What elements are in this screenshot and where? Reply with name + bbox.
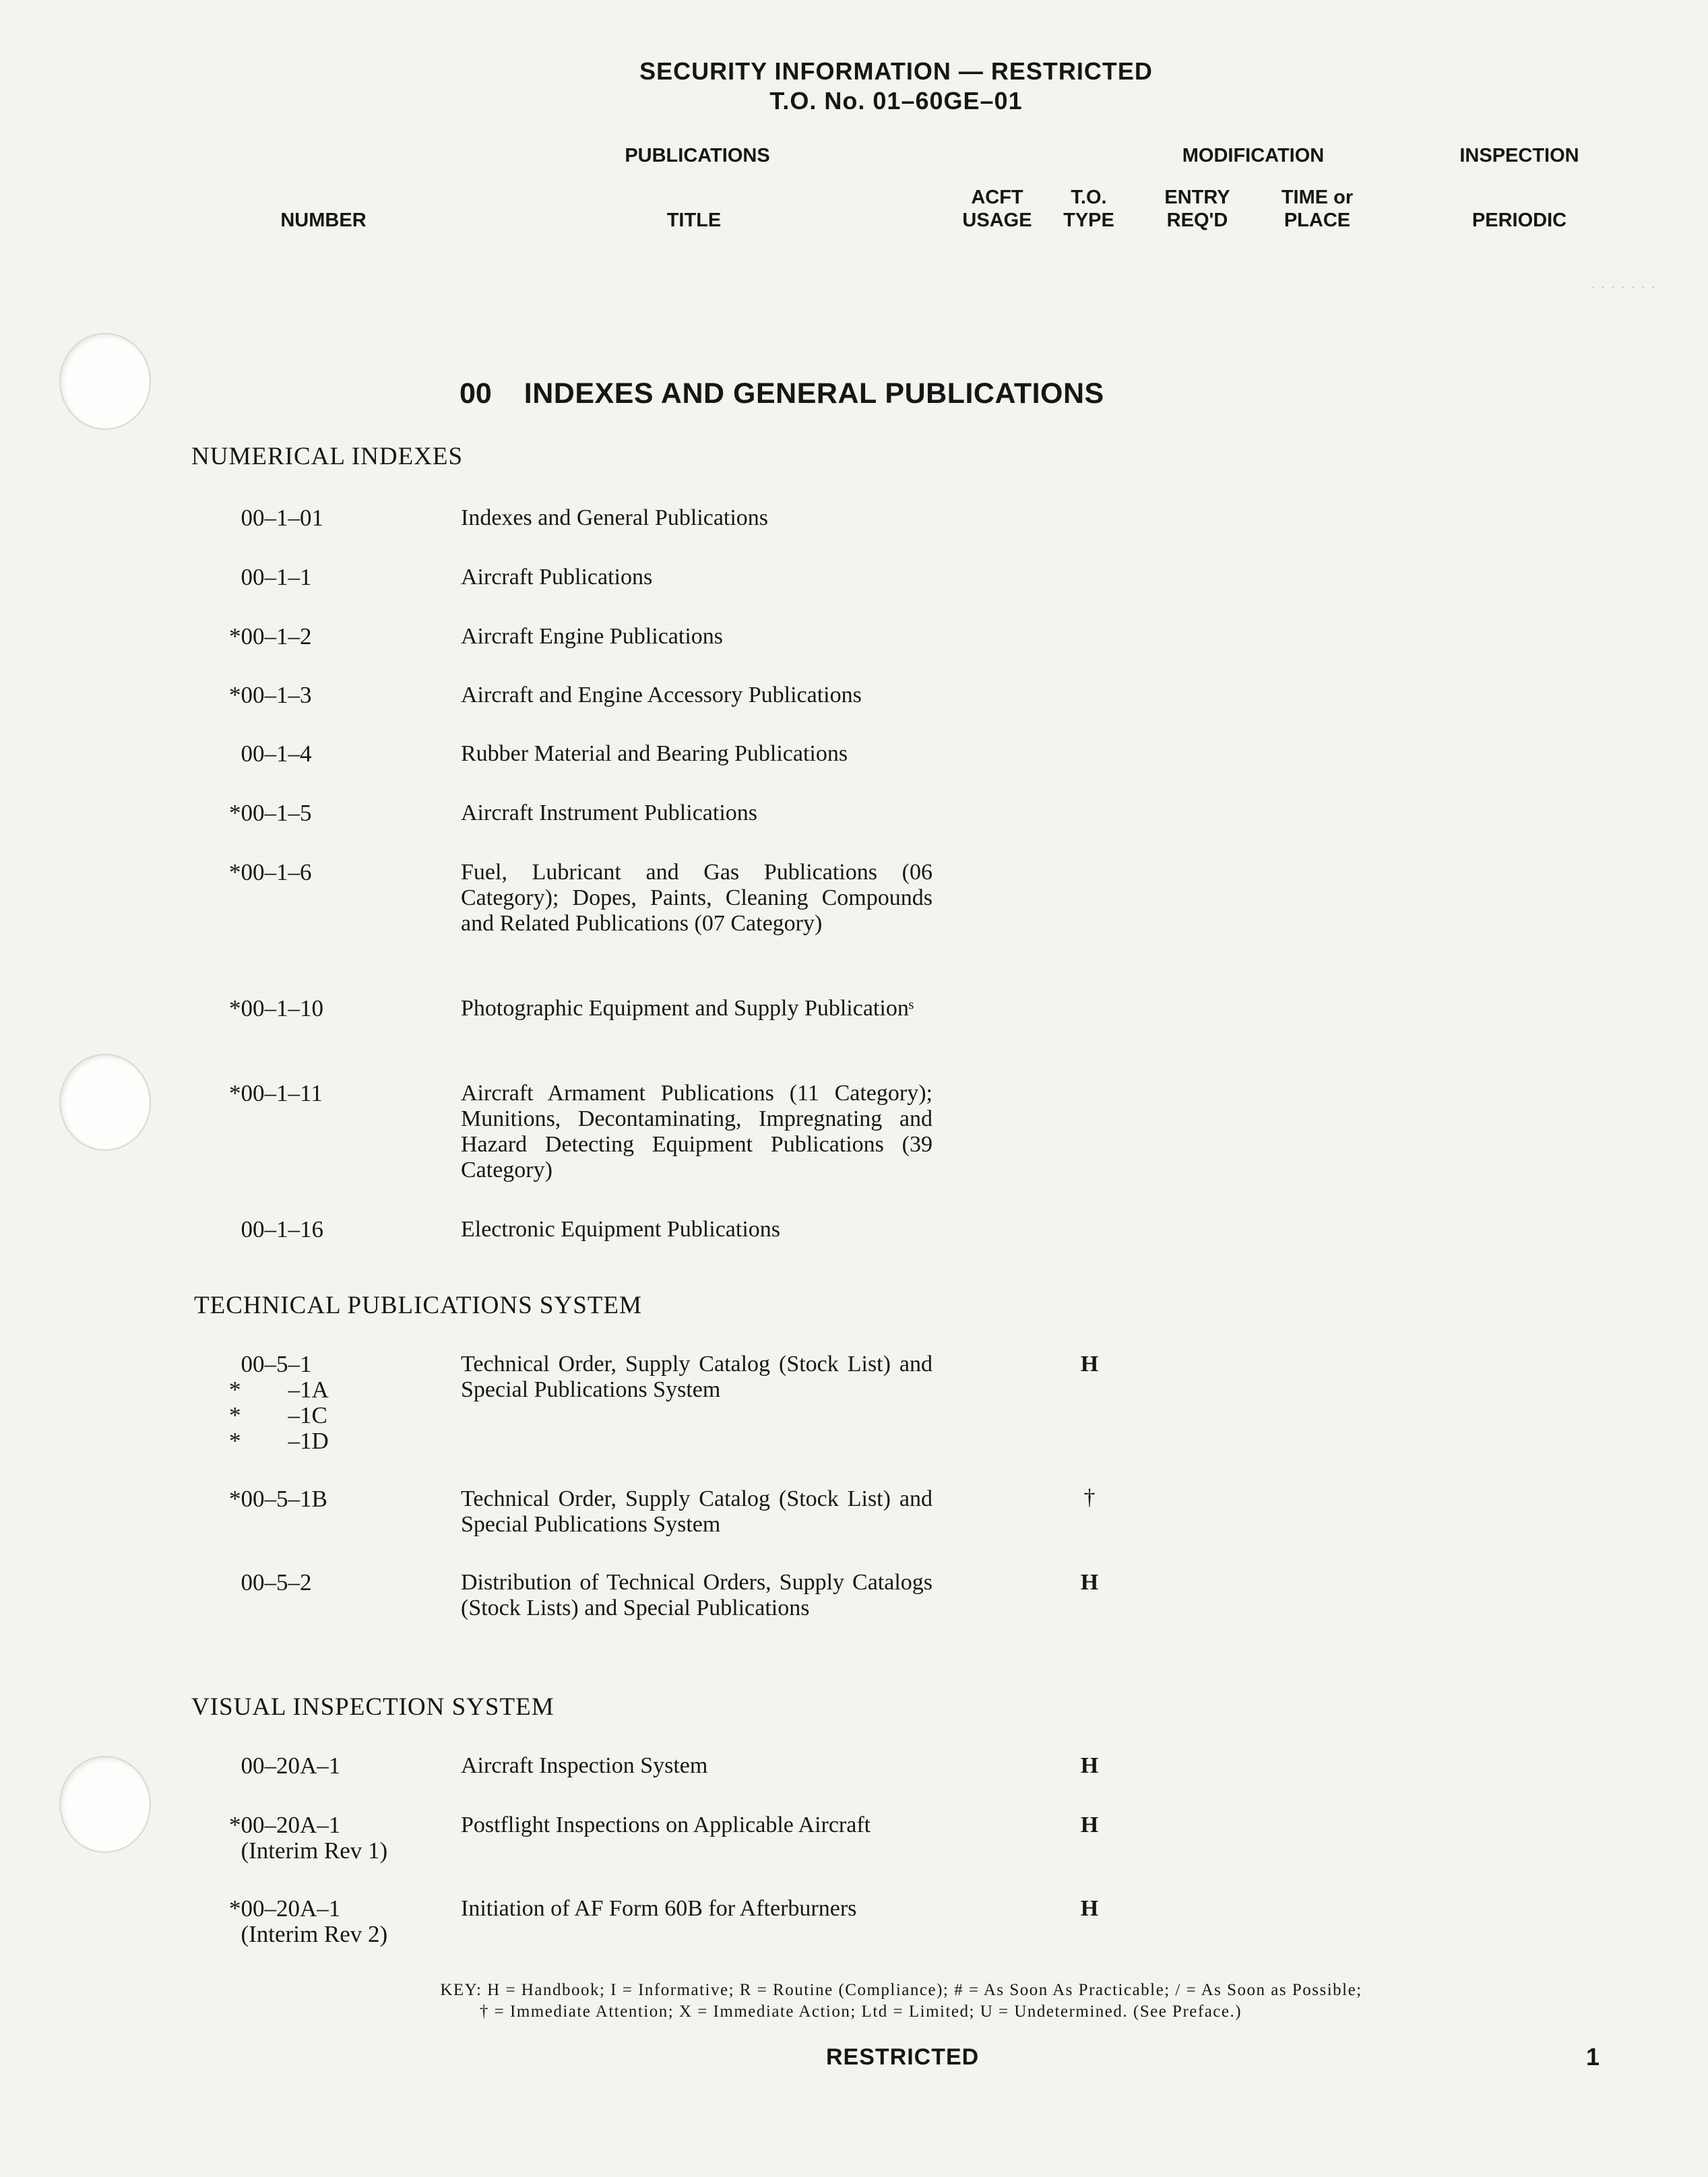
publication-number: 00–5–1 * –1A * –1C * –1D <box>229 1351 329 1454</box>
punch-hole-middle <box>59 1054 151 1151</box>
footer-classification: RESTRICTED <box>826 2044 980 2070</box>
publication-title: Postflight Inspections on Applicable Aircraft <box>461 1812 871 1837</box>
publication-title: Aircraft Publications <box>461 565 653 590</box>
to-type-code: H <box>1080 1753 1099 1778</box>
section-title-visual-inspection-system: VISUAL INSPECTION SYSTEM <box>191 1693 555 1721</box>
publication-number: *00–20A–1 (Interim Rev 2) <box>229 1895 388 1947</box>
publication-number: 00–20A–1 <box>229 1753 341 1779</box>
publication-title: Electronic Equipment Publications <box>461 1217 781 1242</box>
key-line-2: † = Immediate Attention; X = Immediate Action; Ltd = Limited; U = Undetermined. (See Preface.) <box>479 2002 1242 2021</box>
publication-number: *00–1–10 <box>229 995 323 1021</box>
security-classification-header: SECURITY INFORMATION — RESTRICTED <box>639 57 1153 85</box>
to-type-code: H <box>1080 1352 1099 1377</box>
technical-order-number: T.O. No. 01–60GE–01 <box>769 87 1023 115</box>
publication-number: *00–1–11 <box>229 1080 323 1106</box>
publication-title: Indexes and General Publications <box>461 505 769 530</box>
publication-number: 00–1–01 <box>229 505 323 531</box>
publication-title: Technical Order, Supply Catalog (Stock List) and Special Publications System <box>461 1486 932 1537</box>
column-title: TITLE <box>666 210 722 231</box>
publication-title: Aircraft and Engine Accessory Publications <box>461 683 862 707</box>
column-number: NUMBER <box>280 210 367 231</box>
publication-title: Rubber Material and Bearing Publications <box>461 741 848 766</box>
column-group-inspection: INSPECTION <box>1459 145 1579 166</box>
column-entry-reqd: ENTRY REQ'D <box>1164 187 1230 231</box>
publication-title: Aircraft Engine Publications <box>461 624 724 649</box>
publication-title: Aircraft Armament Publications (11 Category); Munitions, Decontaminating, Impregnating and Hazard Detecting Equipment Publications (39 Category) <box>461 1081 932 1182</box>
column-periodic: PERIODIC <box>1472 210 1567 231</box>
column-group-publications: PUBLICATIONS <box>625 145 770 166</box>
to-type-code: H <box>1080 1570 1099 1595</box>
punch-hole-bottom <box>59 1756 151 1853</box>
key-line-1: KEY: H = Handbook; I = Informative; R = Routine (Compliance); # = As Soon As Practicable; / = As Soon as Possible; <box>440 1981 1362 1999</box>
column-acft-usage: ACFT USAGE <box>962 187 1032 231</box>
publication-number: 00–1–1 <box>229 564 312 590</box>
publication-number: *00–1–3 <box>229 682 312 708</box>
bleed-through-text: . . . . . . . <box>1590 271 1656 293</box>
publication-number: 00–1–16 <box>229 1216 323 1242</box>
publication-title: Photographic Equipment and Supply Publicationˢ <box>461 996 914 1021</box>
to-type-code: H <box>1080 1812 1099 1837</box>
section-title-numerical-indexes: NUMERICAL INDEXES <box>191 443 464 470</box>
publication-number: *00–20A–1 (Interim Rev 1) <box>229 1812 388 1864</box>
publication-number: *00–5–1B <box>229 1486 327 1512</box>
publication-title: Distribution of Technical Orders, Supply Catalogs (Stock Lists) and Special Publications <box>461 1570 932 1620</box>
publication-number: *00–1–5 <box>229 800 312 826</box>
publication-title: Fuel, Lubricant and Gas Publications (06 Category); Dopes, Paints, Cleaning Compounds and Related Publications (07 Category) <box>461 860 932 936</box>
publication-title: Initiation of AF Form 60B for Afterburners <box>461 1896 857 1921</box>
to-type-code: † <box>1083 1485 1096 1510</box>
publication-number: *00–1–6 <box>229 859 312 885</box>
publication-title: Aircraft Instrument Publications <box>461 800 758 825</box>
column-to-type: T.O. TYPE <box>1063 187 1114 231</box>
publication-title: Aircraft Inspection System <box>461 1753 708 1778</box>
to-type-code: H <box>1080 1896 1099 1921</box>
abbreviation-key <box>0 1980 1708 2023</box>
category-heading <box>460 377 1104 410</box>
section-title-technical-publications-system: TECHNICAL PUBLICATIONS SYSTEM <box>194 1292 642 1319</box>
publication-number: 00–1–4 <box>229 740 312 767</box>
category-title: INDEXES AND GENERAL PUBLICATIONS <box>524 377 1104 410</box>
column-group-modification: MODIFICATION <box>1182 145 1325 166</box>
page-number: 1 <box>1586 2043 1600 2071</box>
column-time-or-place: TIME or PLACE <box>1281 187 1354 231</box>
punch-hole-top <box>59 333 151 430</box>
category-code: 00 <box>460 377 492 410</box>
publication-number: *00–1–2 <box>229 623 312 650</box>
publication-title: Technical Order, Supply Catalog (Stock List) and Special Publications System <box>461 1352 932 1402</box>
document-header <box>0 57 1708 116</box>
publication-number: 00–5–2 <box>229 1569 312 1596</box>
